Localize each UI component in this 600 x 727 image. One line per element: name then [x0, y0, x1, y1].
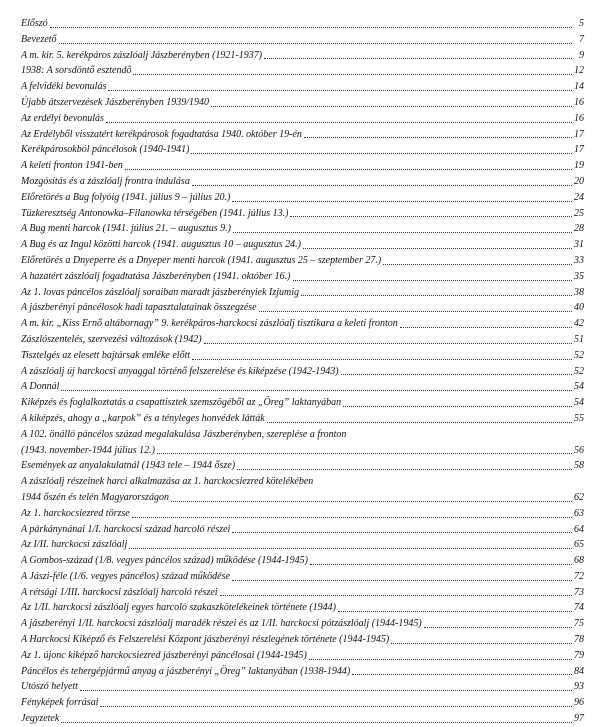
dot-leader — [50, 26, 572, 28]
toc-entry-page-number: 12 — [574, 65, 584, 77]
toc-entry — [21, 537, 584, 553]
toc-entry-title: Az I/II. harckocsi zászlóalj — [21, 539, 128, 551]
toc-entry-title: Az 1. lovas páncélos zászlóalj soraiban maradt jászberényiek Izjumig — [21, 286, 300, 298]
toc-entry — [21, 142, 584, 158]
toc-entry-page-number: 38 — [574, 286, 584, 298]
toc-entry-title: A Bug és az Ingul közötti harcok (1941. augusztus 10 – augusztus 24.) — [21, 239, 301, 251]
toc-entry-page-number: 73 — [574, 586, 584, 598]
toc-entry-page-number: 7 — [579, 33, 584, 45]
toc-entry-page-number: 54 — [574, 397, 584, 409]
dot-leader — [192, 184, 572, 186]
dot-leader — [59, 42, 572, 44]
dot-leader — [204, 342, 572, 344]
toc-entry-title: A rétsági 1/III. harckocsi zászlóalj harcoló részei — [21, 586, 218, 598]
toc-entry-page-number: 79 — [574, 649, 584, 661]
dot-leader — [100, 705, 572, 707]
dot-leader — [259, 310, 572, 312]
dot-leader — [341, 373, 572, 375]
toc-entry-title: Fényképek forrásai — [21, 697, 99, 709]
toc-entry-page-number: 56 — [574, 444, 584, 456]
toc-entry-page-number: 68 — [574, 555, 584, 567]
dot-leader — [290, 215, 572, 217]
toc-entry-page-number: 9 — [579, 49, 584, 61]
toc-entry — [21, 679, 584, 695]
toc-entry — [21, 221, 584, 237]
dot-leader — [310, 563, 572, 565]
toc-entry-page-number: 28 — [574, 223, 584, 235]
toc-entry-title: Bevezető — [21, 33, 57, 45]
toc-entry-title: A kiképzés, ahogy a „karpok” és a tényleges honvédek látták — [21, 412, 265, 424]
toc-entry-page-number: 58 — [574, 460, 584, 472]
toc-entry-title: Előszó — [21, 18, 48, 29]
toc-entry-page-number: 64 — [574, 523, 584, 535]
dot-leader — [192, 358, 572, 360]
toc-entry-page-number: 63 — [574, 507, 584, 519]
toc-entry — [21, 411, 584, 427]
toc-entry — [21, 237, 584, 253]
table-of-contents — [21, 16, 584, 727]
dot-leader — [233, 231, 572, 233]
toc-entry-page-number: 62 — [574, 491, 584, 503]
toc-entry-title: A jászberényi 1/II. harckocsi zászlóalj maradék részei és az 1/II. harckocsi pótzászlóalj (1944-1945) — [21, 618, 422, 630]
toc-entry-page-number: 55 — [574, 412, 584, 424]
toc-entry — [21, 443, 584, 459]
toc-entry-page-number: 16 — [574, 96, 584, 108]
dot-leader — [424, 626, 572, 628]
toc-entry — [21, 553, 584, 569]
toc-entry-title: Tisztelgés az elesett bajtársak emléke előtt — [21, 349, 191, 361]
toc-entry-title: Előretörés a Dnyeperre és a Dnyeper menti harcok (1941. augusztus 25 – szeptember 27.) — [21, 254, 382, 266]
toc-entry-page-number: 25 — [574, 207, 584, 219]
toc-entry — [21, 269, 584, 285]
toc-entry-title: Zászlószentelés, szervezési változások (1942) — [21, 333, 202, 345]
toc-entry — [21, 427, 584, 443]
toc-entry-title: A Jászi-féle (1/6. vegyes páncélos) század működése — [21, 570, 230, 582]
dot-leader — [220, 594, 572, 596]
toc-entry-page-number: 52 — [574, 365, 584, 377]
dot-leader — [132, 516, 572, 518]
toc-entry-page-number: 75 — [574, 618, 584, 630]
dot-leader — [267, 421, 572, 423]
dot-leader — [303, 247, 572, 249]
toc-entry-title: 1938: A sorsdöntő esztendő — [21, 65, 132, 77]
toc-entry-page-number: 65 — [574, 539, 584, 551]
dot-leader — [157, 452, 572, 454]
toc-entry-title: Újabb átszervezések Jászberényben 1939/1940 — [21, 96, 210, 108]
dot-leader — [400, 326, 572, 328]
toc-entry-title: A zászlóalj részeinek harci alkalmazása az 1. harckocsiezred kötelékében — [21, 476, 314, 488]
toc-entry — [21, 364, 584, 380]
dot-leader — [61, 389, 572, 391]
toc-entry — [21, 316, 584, 332]
toc-entry — [21, 648, 584, 664]
dot-leader — [352, 673, 572, 675]
toc-entry-page-number: 93 — [574, 681, 584, 693]
toc-entry-title: A párkánynánai 1/I. harckocsi század harcoló részei — [21, 523, 231, 535]
toc-entry-title: A Bug menti harcok (1941. július 21. – augusztus 9.) — [21, 223, 231, 235]
toc-entry-page-number: 5 — [579, 18, 584, 29]
toc-entry-title: A Gombos-század (1/8. vegyes páncélos század) működése (1944-1945) — [21, 555, 308, 567]
toc-entry-page-number: 84 — [574, 665, 584, 677]
dot-leader — [232, 200, 572, 202]
toc-entry — [21, 206, 584, 222]
toc-entry-title: Utószó helyett — [21, 681, 78, 693]
dot-leader — [391, 642, 572, 644]
toc-entry — [21, 190, 584, 206]
toc-entry — [21, 332, 584, 348]
toc-entry-title: Az 1/II. harckocsi zászlóalj egyes harcoló szakaszkötelékeinek története (1944) — [21, 602, 337, 614]
dot-leader — [211, 105, 572, 107]
toc-entry-page-number: 17 — [574, 144, 584, 156]
toc-entry — [21, 174, 584, 190]
toc-entry-title: Jegyzetek — [21, 713, 60, 725]
toc-entry-title: A felvidéki bevonulás — [21, 81, 107, 93]
toc-entry — [21, 63, 584, 79]
toc-entry-title: Előretörés a Bug folyóig (1941. július 9 – július 20.) — [21, 191, 231, 203]
toc-entry — [21, 111, 584, 127]
toc-entry — [21, 285, 584, 301]
toc-entry-title: A keleti fronton 1941-ben — [21, 160, 123, 172]
dot-leader — [343, 405, 572, 407]
toc-entry — [21, 48, 584, 64]
toc-entry-title: Események az anyalakulatnál (1943 tele – 1944 ősze) — [21, 460, 236, 472]
toc-entry-title: (1943. november-1944 július 12.) — [21, 444, 155, 456]
dot-leader — [129, 547, 572, 549]
toc-entry — [21, 490, 584, 506]
toc-entry — [21, 395, 584, 411]
dot-leader — [232, 579, 572, 581]
dot-leader — [61, 721, 572, 723]
toc-entry-page-number: 16 — [574, 112, 584, 124]
toc-entry — [21, 300, 584, 316]
toc-entry — [21, 458, 584, 474]
toc-entry — [21, 522, 584, 538]
toc-entry-page-number: 74 — [574, 602, 584, 614]
toc-entry-title: A m. kir. 5. kerékpáros zászlóalj Jászberényben (1921-1937) — [21, 49, 263, 61]
toc-entry — [21, 379, 584, 395]
dot-leader — [383, 263, 572, 265]
toc-entry-page-number: 24 — [574, 191, 584, 203]
toc-entry — [21, 16, 584, 32]
dot-leader — [309, 658, 572, 660]
dot-leader — [80, 689, 572, 691]
toc-entry — [21, 585, 584, 601]
toc-entry-title: A Donnál — [21, 381, 60, 393]
toc-entry-page-number: 97 — [574, 713, 584, 725]
toc-entry — [21, 253, 584, 269]
toc-entry — [21, 127, 584, 143]
toc-entry-page-number: 19 — [574, 160, 584, 172]
toc-entry-title: 1944 őszén és telén Magyarországon — [21, 491, 169, 503]
dot-leader — [237, 468, 572, 470]
toc-entry-page-number: 40 — [574, 302, 584, 314]
dot-leader — [133, 73, 572, 75]
toc-entry — [21, 600, 584, 616]
dot-leader — [264, 57, 572, 59]
toc-entry-page-number: 17 — [574, 128, 584, 140]
toc-entry-page-number: 20 — [574, 175, 584, 187]
dot-leader — [171, 500, 572, 502]
dot-leader — [106, 121, 572, 123]
dot-leader — [108, 89, 572, 91]
toc-entry — [21, 616, 584, 632]
toc-entry — [21, 474, 584, 490]
toc-entry — [21, 695, 584, 711]
toc-entry — [21, 79, 584, 95]
toc-entry-page-number: 72 — [574, 570, 584, 582]
dot-leader — [338, 610, 572, 612]
toc-entry — [21, 711, 584, 727]
toc-entry — [21, 569, 584, 585]
toc-entry-page-number: 33 — [574, 254, 584, 266]
toc-entry-page-number: 31 — [574, 239, 584, 251]
toc-entry-page-number: 52 — [574, 349, 584, 361]
dot-leader — [232, 531, 572, 533]
toc-entry-page-number: 35 — [574, 270, 584, 282]
toc-entry — [21, 95, 584, 111]
toc-entry — [21, 32, 584, 48]
toc-entry-title: A Harckocsi Kiképző és Felszerelési Központ jászberényi részlegének története (1944-1945) — [21, 634, 390, 646]
toc-entry — [21, 664, 584, 680]
toc-entry-title: Kerékpárosokból páncélosok (1940-1941) — [21, 144, 190, 156]
toc-entry-title: Mozgósítás és a zászlóalj frontra indulása — [21, 175, 190, 187]
toc-entry-title: A 102. önálló páncélos század megalakulása Jászberényben, szereplése a fronton — [21, 428, 347, 440]
toc-entry-title: Az 1. újonc kiképző harckocsiezred jászberényi páncélosai (1944-1945) — [21, 649, 307, 661]
toc-entry-page-number: 96 — [574, 697, 584, 709]
toc-entry-title: Kiképzés és foglalkoztatás a csapattisztek szemszögéből az „Öreg” laktanyában — [21, 397, 342, 409]
toc-entry-page-number: 54 — [574, 381, 584, 393]
toc-entry-title: Páncélos és tehergépjármű anyag a jászberényi „Öreg” laktanyában (1938-1944) — [21, 665, 351, 677]
toc-entry-page-number: 42 — [574, 318, 584, 330]
toc-entry-title: Az 1. harckocsiezred törzse — [21, 507, 130, 519]
toc-entry-title: A zászlóalj új harckocsi anyaggal történő felszerelése és kiképzése (1942-1943) — [21, 365, 339, 377]
dot-leader — [125, 168, 572, 170]
dot-leader — [304, 136, 572, 138]
dot-leader — [191, 152, 572, 154]
toc-entry — [21, 348, 584, 364]
toc-entry — [21, 158, 584, 174]
toc-entry-page-number: 78 — [574, 634, 584, 646]
dot-leader — [301, 294, 572, 296]
toc-entry-title: A jászberényi páncélosok hadi tapasztalatainak összegzése — [21, 302, 257, 314]
dot-leader — [293, 279, 572, 281]
toc-entry-title: A hazatért zászlóalj fogadtatása Jászberényben (1941. október 16.) — [21, 270, 291, 282]
toc-entry — [21, 632, 584, 648]
toc-entry-title: Tüzkeresztség Antonowka–Filanowka térségében (1941. július 13.) — [21, 207, 289, 219]
toc-entry — [21, 506, 584, 522]
toc-entry-title: Az Erdélyből visszatért kerékpárosok fogadtatása 1940. október 19-én — [21, 128, 302, 140]
toc-entry-title: Az erdélyi bevonulás — [21, 112, 104, 124]
toc-entry-title: A m. kir. „Kiss Ernő altábornagy” 9. kerékpáros-harckocsi zászlóalj tisztikara a keleti fronton — [21, 318, 398, 330]
toc-entry-page-number: 14 — [574, 81, 584, 93]
toc-entry-page-number: 51 — [574, 333, 584, 345]
